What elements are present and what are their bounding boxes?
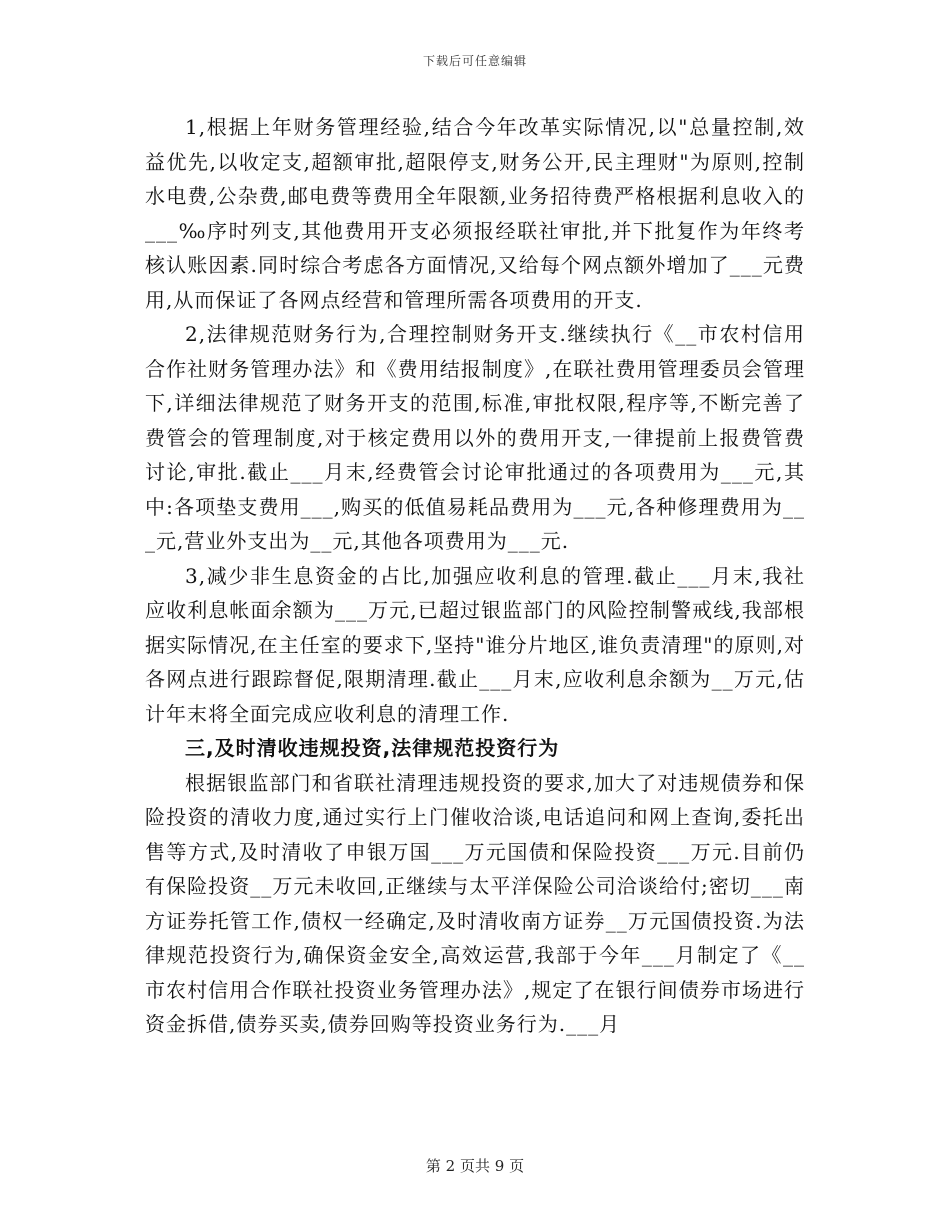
paragraph-3: 3,减少非生息资金的占比,加强应收利息的管理.截止___月末,我社应收利息帐面余额为___万元,已超过银监部门的风险控制警戒线,我部根据实际情况,在主任室的要求下,坚持"谁分片地区,谁负责清理"的原则,对各网点进行跟踪督促,限期清理.截止___月末,应收利息余额为__万元,估计年末将全面完成应收利息的清理工作. — [145, 563, 805, 726]
paragraph-4: 根据银监部门和省联社清理违规投资的要求,加大了对违规债券和保险投资的清收力度,通过实行上门催收洽谈,电话追问和网上查询,委托出售等方式,及时清收了申银万国___万元国债和保险投资___万元.目前仍有保险投资__万元未收回,正继续与太平洋保险公司洽谈给付;密切___南方证券托管工作,债权一经确定,及时清收南方证券__万元国债投资.为法律规范投资行为,确保资金安全,高效运营,我部于今年___月制定了《__市农村信用合作联社投资业务管理办法》,规定了在银行间债券市场进行资金拆借,债券买卖,债券回购等投资业务行为.___月 — [145, 770, 805, 1036]
document-body — [145, 110, 805, 1042]
section-heading: 三,及时清收违规投资,法律规范投资行为 — [185, 736, 560, 760]
page-number: 第 2 页共 9 页 — [425, 1157, 525, 1175]
paragraph-1: 1,根据上年财务管理经验,结合今年改革实际情况,以"总量控制,效益优先,以收定支,超额审批,超限停支,财务公开,民主理财"为原则,控制水电费,公杂费,邮电费等费用全年限额,业务招待费严格根据利息收入的___‰序时列支,其他费用开支必须报经联社审批,并下批复作为年终考核认账因素.同时综合考虑各方面情况,又给每个网点额外增加了___元费用,从而保证了各网点经营和管理所需各项费用的开支. — [145, 115, 805, 312]
paragraph-2: 2,法律规范财务行为,合理控制财务开支.继续执行《__市农村信用合作社财务管理办法》和《费用结报制度》,在联社费用管理委员会管理下,详细法律规范了财务开支的范围,标准,审批权限,程序等,不断完善了费管会的管理制度,对于核定费用以外的费用开支,一律提前上报费管费讨论,审批.截止___月末,经费管会讨论审批通过的各项费用为___元,其中:各项垫支费用___,购买的低值易耗品费用为___元,各种修理费用为___元,营业外支出为__元,其他各项费用为___元. — [145, 322, 805, 553]
page-header: 下载后可任意编辑 — [422, 54, 527, 68]
